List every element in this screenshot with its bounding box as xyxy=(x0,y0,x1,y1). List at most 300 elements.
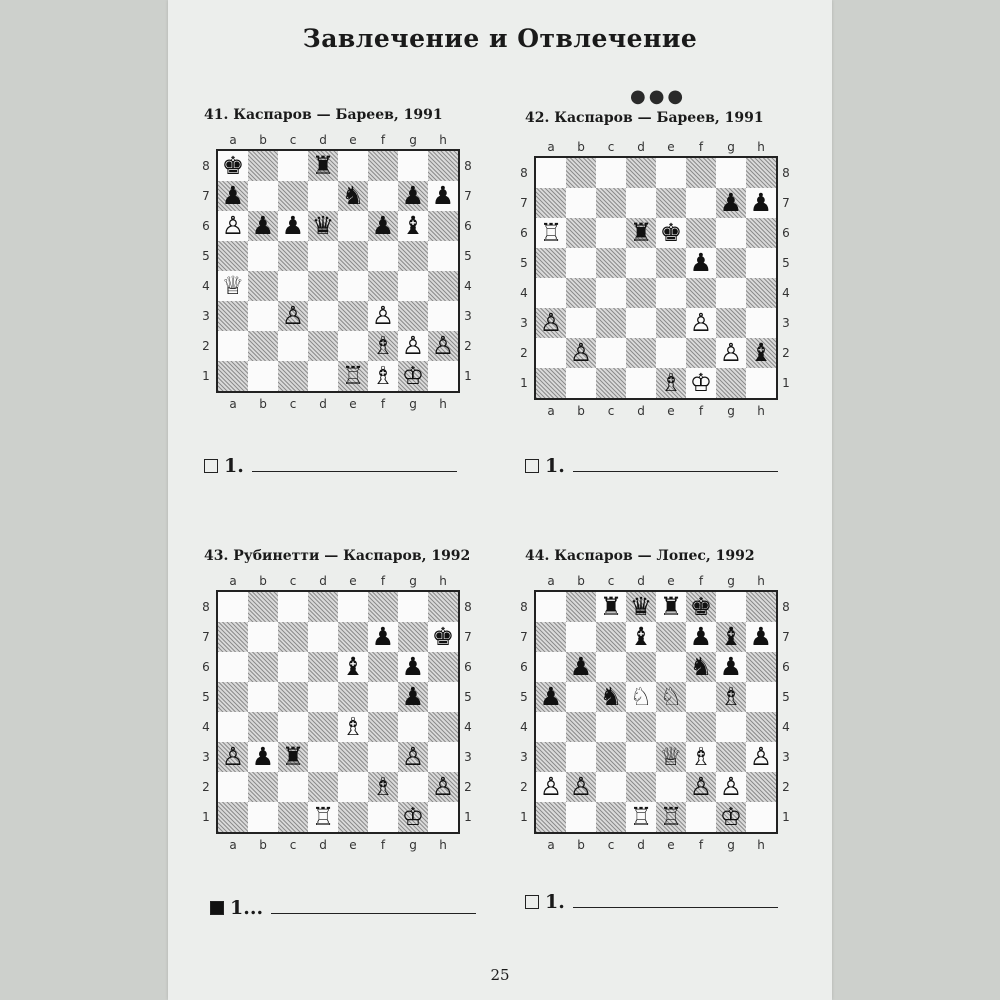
square-d3[interactable] xyxy=(626,308,656,338)
file-label-b: b xyxy=(577,140,585,154)
square-f1[interactable] xyxy=(686,368,716,398)
file-label-f: f xyxy=(380,574,386,588)
square-b5[interactable] xyxy=(248,682,278,712)
square-a3[interactable] xyxy=(218,301,248,331)
square-h7[interactable] xyxy=(428,181,458,211)
square-a4[interactable] xyxy=(536,278,566,308)
square-h5[interactable] xyxy=(746,248,776,278)
square-g1[interactable] xyxy=(398,361,428,391)
square-e1[interactable] xyxy=(338,361,368,391)
square-b8[interactable] xyxy=(248,151,278,181)
square-f1[interactable] xyxy=(368,802,398,832)
black-pawn-icon: ♟ xyxy=(401,682,425,711)
square-e2[interactable] xyxy=(656,338,686,368)
square-e4[interactable] xyxy=(656,278,686,308)
square-e8[interactable] xyxy=(338,592,368,622)
white-rook-icon: ♖ xyxy=(341,361,365,390)
square-g4[interactable] xyxy=(716,278,746,308)
rank-label-4: 4 xyxy=(464,279,472,293)
square-f6[interactable] xyxy=(368,211,398,241)
square-h1[interactable] xyxy=(428,802,458,832)
square-b6[interactable] xyxy=(248,652,278,682)
square-h8[interactable] xyxy=(746,158,776,188)
square-a4[interactable] xyxy=(218,712,248,742)
square-f5[interactable] xyxy=(368,241,398,271)
square-c4[interactable] xyxy=(278,712,308,742)
square-g4[interactable] xyxy=(716,712,746,742)
square-d5[interactable] xyxy=(308,241,338,271)
square-b7[interactable] xyxy=(566,622,596,652)
square-g5[interactable] xyxy=(716,682,746,712)
square-h6[interactable] xyxy=(746,652,776,682)
square-h2[interactable] xyxy=(428,331,458,361)
square-d1[interactable] xyxy=(626,368,656,398)
square-d3[interactable] xyxy=(308,301,338,331)
square-c5[interactable] xyxy=(278,241,308,271)
rank-label-4: 4 xyxy=(520,286,528,300)
square-h6[interactable] xyxy=(746,218,776,248)
square-a3[interactable] xyxy=(218,742,248,772)
square-d5[interactable] xyxy=(308,682,338,712)
square-b6[interactable] xyxy=(566,652,596,682)
square-d1[interactable] xyxy=(308,361,338,391)
square-f8[interactable] xyxy=(368,151,398,181)
square-e6[interactable] xyxy=(338,211,368,241)
square-a4[interactable] xyxy=(536,712,566,742)
square-b4[interactable] xyxy=(248,271,278,301)
square-c6[interactable] xyxy=(596,218,626,248)
square-c6[interactable] xyxy=(278,652,308,682)
square-b3[interactable] xyxy=(566,742,596,772)
square-g8[interactable] xyxy=(716,158,746,188)
square-g7[interactable] xyxy=(716,188,746,218)
square-c2[interactable] xyxy=(278,772,308,802)
square-g2[interactable] xyxy=(398,772,428,802)
square-g7[interactable] xyxy=(398,181,428,211)
square-d4[interactable] xyxy=(308,271,338,301)
rank-label-1: 1 xyxy=(520,376,528,390)
square-e3[interactable] xyxy=(656,742,686,772)
square-a1[interactable] xyxy=(218,361,248,391)
square-f8[interactable] xyxy=(368,592,398,622)
square-h7[interactable] xyxy=(428,622,458,652)
difficulty-dots: ●●● xyxy=(630,86,687,107)
square-e7[interactable] xyxy=(338,622,368,652)
white-to-move-icon xyxy=(525,895,539,909)
square-e7[interactable] xyxy=(656,622,686,652)
square-b7[interactable] xyxy=(248,181,278,211)
rank-label-2: 2 xyxy=(202,339,210,353)
square-b1[interactable] xyxy=(248,361,278,391)
square-h4[interactable] xyxy=(746,278,776,308)
square-c3[interactable] xyxy=(278,742,308,772)
square-d1[interactable] xyxy=(308,802,338,832)
square-b3[interactable] xyxy=(248,742,278,772)
square-f7[interactable] xyxy=(686,622,716,652)
square-e4[interactable] xyxy=(338,712,368,742)
square-c8[interactable] xyxy=(596,158,626,188)
square-h1[interactable] xyxy=(746,802,776,832)
rank-label-8: 8 xyxy=(520,600,528,614)
square-e6[interactable] xyxy=(656,652,686,682)
square-b2[interactable] xyxy=(566,772,596,802)
square-b1[interactable] xyxy=(566,802,596,832)
square-g3[interactable] xyxy=(398,742,428,772)
rank-label-5: 5 xyxy=(464,249,472,263)
square-e5[interactable] xyxy=(656,248,686,278)
square-b3[interactable] xyxy=(566,308,596,338)
square-a7[interactable] xyxy=(536,622,566,652)
file-label-h: h xyxy=(439,133,447,147)
square-h3[interactable] xyxy=(428,301,458,331)
square-g7[interactable] xyxy=(398,622,428,652)
rank-label-4: 4 xyxy=(202,720,210,734)
square-c2[interactable] xyxy=(596,338,626,368)
square-h5[interactable] xyxy=(428,682,458,712)
square-b4[interactable] xyxy=(248,712,278,742)
file-label-g: g xyxy=(727,574,735,588)
square-a2[interactable] xyxy=(536,338,566,368)
chess-board xyxy=(534,156,778,400)
square-b6[interactable] xyxy=(248,211,278,241)
square-g5[interactable] xyxy=(398,241,428,271)
square-c7[interactable] xyxy=(596,188,626,218)
square-e5[interactable] xyxy=(338,682,368,712)
square-g3[interactable] xyxy=(716,308,746,338)
square-e3[interactable] xyxy=(338,301,368,331)
square-e6[interactable] xyxy=(338,652,368,682)
square-f4[interactable] xyxy=(686,712,716,742)
square-c8[interactable] xyxy=(596,592,626,622)
square-a6[interactable] xyxy=(218,211,248,241)
white-knight-icon: ♘ xyxy=(659,682,683,711)
square-e3[interactable] xyxy=(338,742,368,772)
square-f3[interactable] xyxy=(368,301,398,331)
square-g2[interactable] xyxy=(716,772,746,802)
square-f1[interactable] xyxy=(686,802,716,832)
diagram-41-answer[interactable] xyxy=(204,455,457,477)
square-a8[interactable] xyxy=(218,592,248,622)
square-d7[interactable] xyxy=(308,181,338,211)
square-b5[interactable] xyxy=(566,248,596,278)
square-h6[interactable] xyxy=(428,652,458,682)
file-label-f: f xyxy=(698,140,704,154)
square-c1[interactable] xyxy=(278,802,308,832)
square-a8[interactable] xyxy=(218,151,248,181)
square-d5[interactable] xyxy=(626,248,656,278)
rank-label-6: 6 xyxy=(520,660,528,674)
white-pawn-icon: ♙ xyxy=(749,742,773,771)
square-c8[interactable] xyxy=(278,592,308,622)
square-e2[interactable] xyxy=(338,772,368,802)
square-c5[interactable] xyxy=(596,682,626,712)
square-a5[interactable] xyxy=(218,682,248,712)
square-c7[interactable] xyxy=(596,622,626,652)
square-f2[interactable] xyxy=(368,772,398,802)
square-h7[interactable] xyxy=(746,188,776,218)
square-f5[interactable] xyxy=(368,682,398,712)
square-g7[interactable] xyxy=(716,622,746,652)
rank-label-5: 5 xyxy=(202,690,210,704)
square-e2[interactable] xyxy=(656,772,686,802)
square-d5[interactable] xyxy=(626,682,656,712)
square-g2[interactable] xyxy=(716,338,746,368)
square-d3[interactable] xyxy=(308,742,338,772)
square-e7[interactable] xyxy=(656,188,686,218)
square-d2[interactable] xyxy=(626,772,656,802)
square-e8[interactable] xyxy=(656,158,686,188)
square-h2[interactable] xyxy=(746,772,776,802)
white-bishop-icon: ♗ xyxy=(719,682,743,711)
square-a1[interactable] xyxy=(536,802,566,832)
square-e8[interactable] xyxy=(338,151,368,181)
square-h3[interactable] xyxy=(746,308,776,338)
square-a1[interactable] xyxy=(536,368,566,398)
square-f2[interactable] xyxy=(368,331,398,361)
square-h2[interactable] xyxy=(428,772,458,802)
rank-label-3: 3 xyxy=(202,750,210,764)
square-c3[interactable] xyxy=(278,301,308,331)
square-b6[interactable] xyxy=(566,218,596,248)
square-d8[interactable] xyxy=(308,592,338,622)
file-label-b: b xyxy=(259,133,267,147)
square-a5[interactable] xyxy=(536,248,566,278)
square-c1[interactable] xyxy=(278,361,308,391)
file-label-d: d xyxy=(319,397,327,411)
square-d6[interactable] xyxy=(308,211,338,241)
square-h5[interactable] xyxy=(428,241,458,271)
square-c6[interactable] xyxy=(596,652,626,682)
square-h3[interactable] xyxy=(746,742,776,772)
square-g5[interactable] xyxy=(398,682,428,712)
square-d2[interactable] xyxy=(308,331,338,361)
square-e1[interactable] xyxy=(338,802,368,832)
square-b8[interactable] xyxy=(566,592,596,622)
square-a7[interactable] xyxy=(536,188,566,218)
file-label-d: d xyxy=(319,838,327,852)
square-g4[interactable] xyxy=(398,271,428,301)
square-f4[interactable] xyxy=(368,271,398,301)
diagram-43-answer[interactable] xyxy=(210,897,476,919)
square-b2[interactable] xyxy=(248,772,278,802)
square-b8[interactable] xyxy=(248,592,278,622)
square-a2[interactable] xyxy=(218,772,248,802)
square-d8[interactable] xyxy=(626,592,656,622)
square-d6[interactable] xyxy=(626,652,656,682)
square-c4[interactable] xyxy=(596,278,626,308)
square-d7[interactable] xyxy=(308,622,338,652)
square-b1[interactable] xyxy=(248,802,278,832)
square-h2[interactable] xyxy=(746,338,776,368)
square-b4[interactable] xyxy=(566,278,596,308)
square-f4[interactable] xyxy=(368,712,398,742)
square-d4[interactable] xyxy=(308,712,338,742)
square-d3[interactable] xyxy=(626,742,656,772)
square-f4[interactable] xyxy=(686,278,716,308)
square-d2[interactable] xyxy=(308,772,338,802)
square-b1[interactable] xyxy=(566,368,596,398)
square-a4[interactable] xyxy=(218,271,248,301)
square-f8[interactable] xyxy=(686,158,716,188)
square-a1[interactable] xyxy=(218,802,248,832)
diagram-44-answer[interactable] xyxy=(525,891,778,913)
file-label-f: f xyxy=(380,397,386,411)
square-f7[interactable] xyxy=(368,181,398,211)
square-g6[interactable] xyxy=(716,218,746,248)
square-c4[interactable] xyxy=(278,271,308,301)
square-d4[interactable] xyxy=(626,712,656,742)
rank-label-2: 2 xyxy=(520,780,528,794)
square-a7[interactable] xyxy=(218,622,248,652)
square-b3[interactable] xyxy=(248,301,278,331)
square-h8[interactable] xyxy=(428,592,458,622)
rank-label-4: 4 xyxy=(464,720,472,734)
square-f7[interactable] xyxy=(368,622,398,652)
white-queen-icon: ♕ xyxy=(659,742,683,771)
square-f2[interactable] xyxy=(686,772,716,802)
square-e4[interactable] xyxy=(656,712,686,742)
square-e3[interactable] xyxy=(656,308,686,338)
square-e5[interactable] xyxy=(338,241,368,271)
square-e6[interactable] xyxy=(656,218,686,248)
square-c5[interactable] xyxy=(278,682,308,712)
square-h8[interactable] xyxy=(746,592,776,622)
square-h5[interactable] xyxy=(746,682,776,712)
square-d7[interactable] xyxy=(626,188,656,218)
square-h1[interactable] xyxy=(746,368,776,398)
square-c6[interactable] xyxy=(278,211,308,241)
square-c7[interactable] xyxy=(278,622,308,652)
square-h7[interactable] xyxy=(746,622,776,652)
square-c2[interactable] xyxy=(596,772,626,802)
square-g8[interactable] xyxy=(398,151,428,181)
square-d4[interactable] xyxy=(626,278,656,308)
square-c7[interactable] xyxy=(278,181,308,211)
square-b2[interactable] xyxy=(248,331,278,361)
white-king-icon: ♔ xyxy=(401,802,425,831)
square-a6[interactable] xyxy=(218,652,248,682)
square-f2[interactable] xyxy=(686,338,716,368)
square-d2[interactable] xyxy=(626,338,656,368)
square-b5[interactable] xyxy=(248,241,278,271)
square-e2[interactable] xyxy=(338,331,368,361)
square-g8[interactable] xyxy=(398,592,428,622)
square-a3[interactable] xyxy=(536,742,566,772)
square-c5[interactable] xyxy=(596,248,626,278)
square-f3[interactable] xyxy=(686,742,716,772)
square-g6[interactable] xyxy=(398,211,428,241)
square-d6[interactable] xyxy=(308,652,338,682)
square-f5[interactable] xyxy=(686,682,716,712)
square-e1[interactable] xyxy=(656,368,686,398)
square-a3[interactable] xyxy=(536,308,566,338)
square-a6[interactable] xyxy=(536,218,566,248)
square-b8[interactable] xyxy=(566,158,596,188)
square-d8[interactable] xyxy=(308,151,338,181)
square-f3[interactable] xyxy=(368,742,398,772)
square-g3[interactable] xyxy=(398,301,428,331)
square-c4[interactable] xyxy=(596,712,626,742)
square-g6[interactable] xyxy=(716,652,746,682)
square-a5[interactable] xyxy=(536,682,566,712)
square-h3[interactable] xyxy=(428,742,458,772)
square-g6[interactable] xyxy=(398,652,428,682)
square-a6[interactable] xyxy=(536,652,566,682)
square-f5[interactable] xyxy=(686,248,716,278)
square-e4[interactable] xyxy=(338,271,368,301)
square-e8[interactable] xyxy=(656,592,686,622)
white-pawn-icon: ♙ xyxy=(689,772,713,801)
file-label-b: b xyxy=(259,574,267,588)
square-g8[interactable] xyxy=(716,592,746,622)
square-h6[interactable] xyxy=(428,211,458,241)
square-e7[interactable] xyxy=(338,181,368,211)
square-b7[interactable] xyxy=(248,622,278,652)
square-a8[interactable] xyxy=(536,592,566,622)
square-h8[interactable] xyxy=(428,151,458,181)
square-g4[interactable] xyxy=(398,712,428,742)
square-d8[interactable] xyxy=(626,158,656,188)
square-a2[interactable] xyxy=(536,772,566,802)
square-c8[interactable] xyxy=(278,151,308,181)
square-b2[interactable] xyxy=(566,338,596,368)
square-b4[interactable] xyxy=(566,712,596,742)
square-f6[interactable] xyxy=(686,652,716,682)
square-h4[interactable] xyxy=(428,712,458,742)
square-f8[interactable] xyxy=(686,592,716,622)
square-g2[interactable] xyxy=(398,331,428,361)
white-pawn-icon: ♙ xyxy=(221,211,245,240)
square-c3[interactable] xyxy=(596,742,626,772)
square-e1[interactable] xyxy=(656,802,686,832)
square-c2[interactable] xyxy=(278,331,308,361)
square-g1[interactable] xyxy=(716,368,746,398)
square-g5[interactable] xyxy=(716,248,746,278)
square-g1[interactable] xyxy=(716,802,746,832)
square-a8[interactable] xyxy=(536,158,566,188)
square-d6[interactable] xyxy=(626,218,656,248)
square-c3[interactable] xyxy=(596,308,626,338)
rank-label-5: 5 xyxy=(520,256,528,270)
square-c1[interactable] xyxy=(596,368,626,398)
file-label-e: e xyxy=(349,397,357,411)
square-b7[interactable] xyxy=(566,188,596,218)
square-f6[interactable] xyxy=(368,652,398,682)
square-a2[interactable] xyxy=(218,331,248,361)
square-f3[interactable] xyxy=(686,308,716,338)
square-c1[interactable] xyxy=(596,802,626,832)
square-h4[interactable] xyxy=(746,712,776,742)
black-pawn-icon: ♟ xyxy=(719,652,743,681)
file-label-a: a xyxy=(229,574,237,588)
square-f6[interactable] xyxy=(686,218,716,248)
square-a5[interactable] xyxy=(218,241,248,271)
square-h1[interactable] xyxy=(428,361,458,391)
square-e5[interactable] xyxy=(656,682,686,712)
square-d1[interactable] xyxy=(626,802,656,832)
square-f7[interactable] xyxy=(686,188,716,218)
square-b5[interactable] xyxy=(566,682,596,712)
square-f1[interactable] xyxy=(368,361,398,391)
file-label-e: e xyxy=(667,838,675,852)
square-h4[interactable] xyxy=(428,271,458,301)
square-a7[interactable] xyxy=(218,181,248,211)
diagram-42-answer[interactable] xyxy=(525,455,778,477)
rank-label-4: 4 xyxy=(202,279,210,293)
square-g1[interactable] xyxy=(398,802,428,832)
square-g3[interactable] xyxy=(716,742,746,772)
square-d7[interactable] xyxy=(626,622,656,652)
